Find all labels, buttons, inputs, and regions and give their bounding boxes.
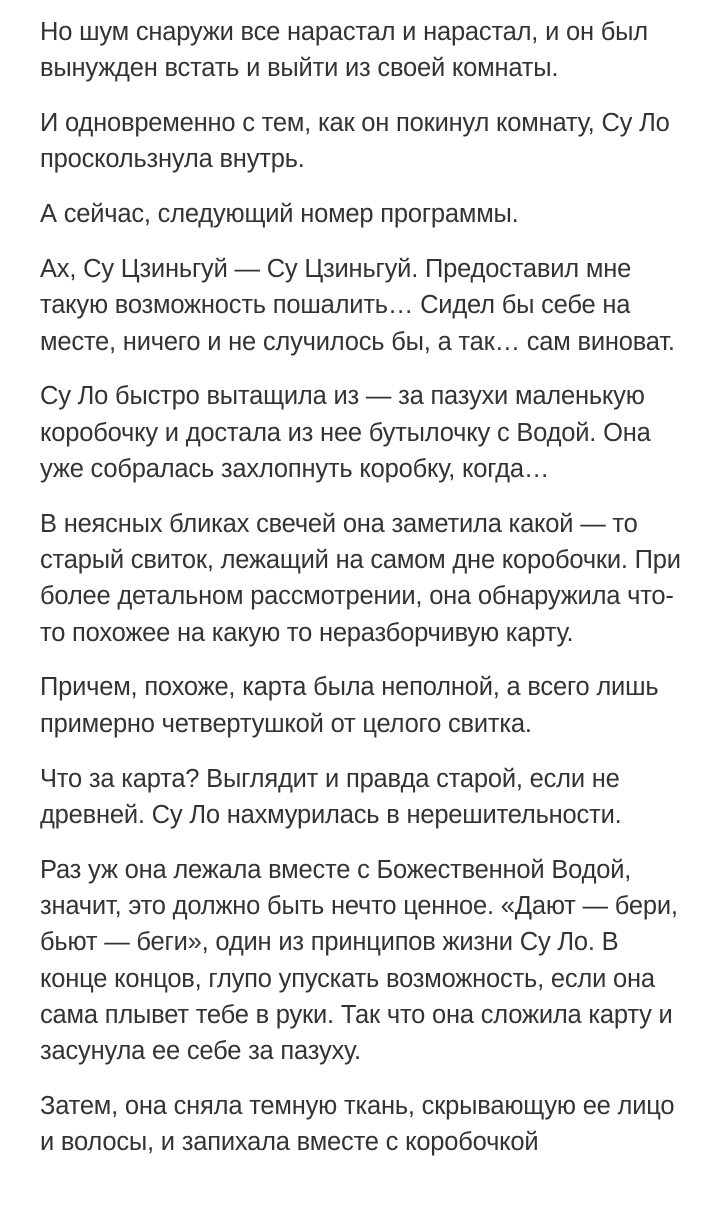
paragraph: А сейчас, следующий номер программы. [40, 200, 519, 229]
paragraph: Что за карта? Выглядит и правда старой, если не древней. Су Ло нахмурилась в нерешительности. [40, 764, 622, 829]
paragraph: Но шум снаружи все нарастал и нарастал, и он был вынужден встать и выйти из своей комнаты. [40, 18, 648, 83]
paragraph: Су Ло быстро вытащила из — за пазухи маленькую коробочку и достала из нее бутылочку с Водой. Она уже собралась захлопнуть коробку, когда… [40, 382, 651, 483]
paragraph: Раз уж она лежала вместе с Божественной Водой, значит, это должно быть нечто ценное. «Дают — бери, бьют — беги», один из принципов жизни Су Ло. В конце концов, глупо упускать возможность, если она сама плывет тебе в руки. Так что она сложила карту и засунула ее себе за пазуху. [40, 855, 678, 1066]
paragraph: Причем, похоже, карта была неполной, а всего лишь примерно четвертушкой от целого свитка. [40, 673, 659, 738]
paragraph: Затем, она сняла темную ткань, скрывающую ее лицо и волосы, и запихала вместе с коробочкой [40, 1091, 675, 1157]
paragraph: Ах, Су Цзиньгуй — Су Цзиньгуй. Предоставил мне такую возможность пошалить… Сидел бы себе на месте, ничего и не случилось бы, а так… сам виноват. [40, 254, 675, 356]
paragraph: И одновременно с тем, как он покинул комнату, Су Ло проскользнула внутрь. [40, 109, 670, 174]
paragraph: В неясных бликах свечей она заметила какой — то старый свиток, лежащий на самом дне коробочки. При более детальном рассмотрении, она обнаружила что-то похожее на какую то неразборчивую карту. [40, 509, 681, 647]
